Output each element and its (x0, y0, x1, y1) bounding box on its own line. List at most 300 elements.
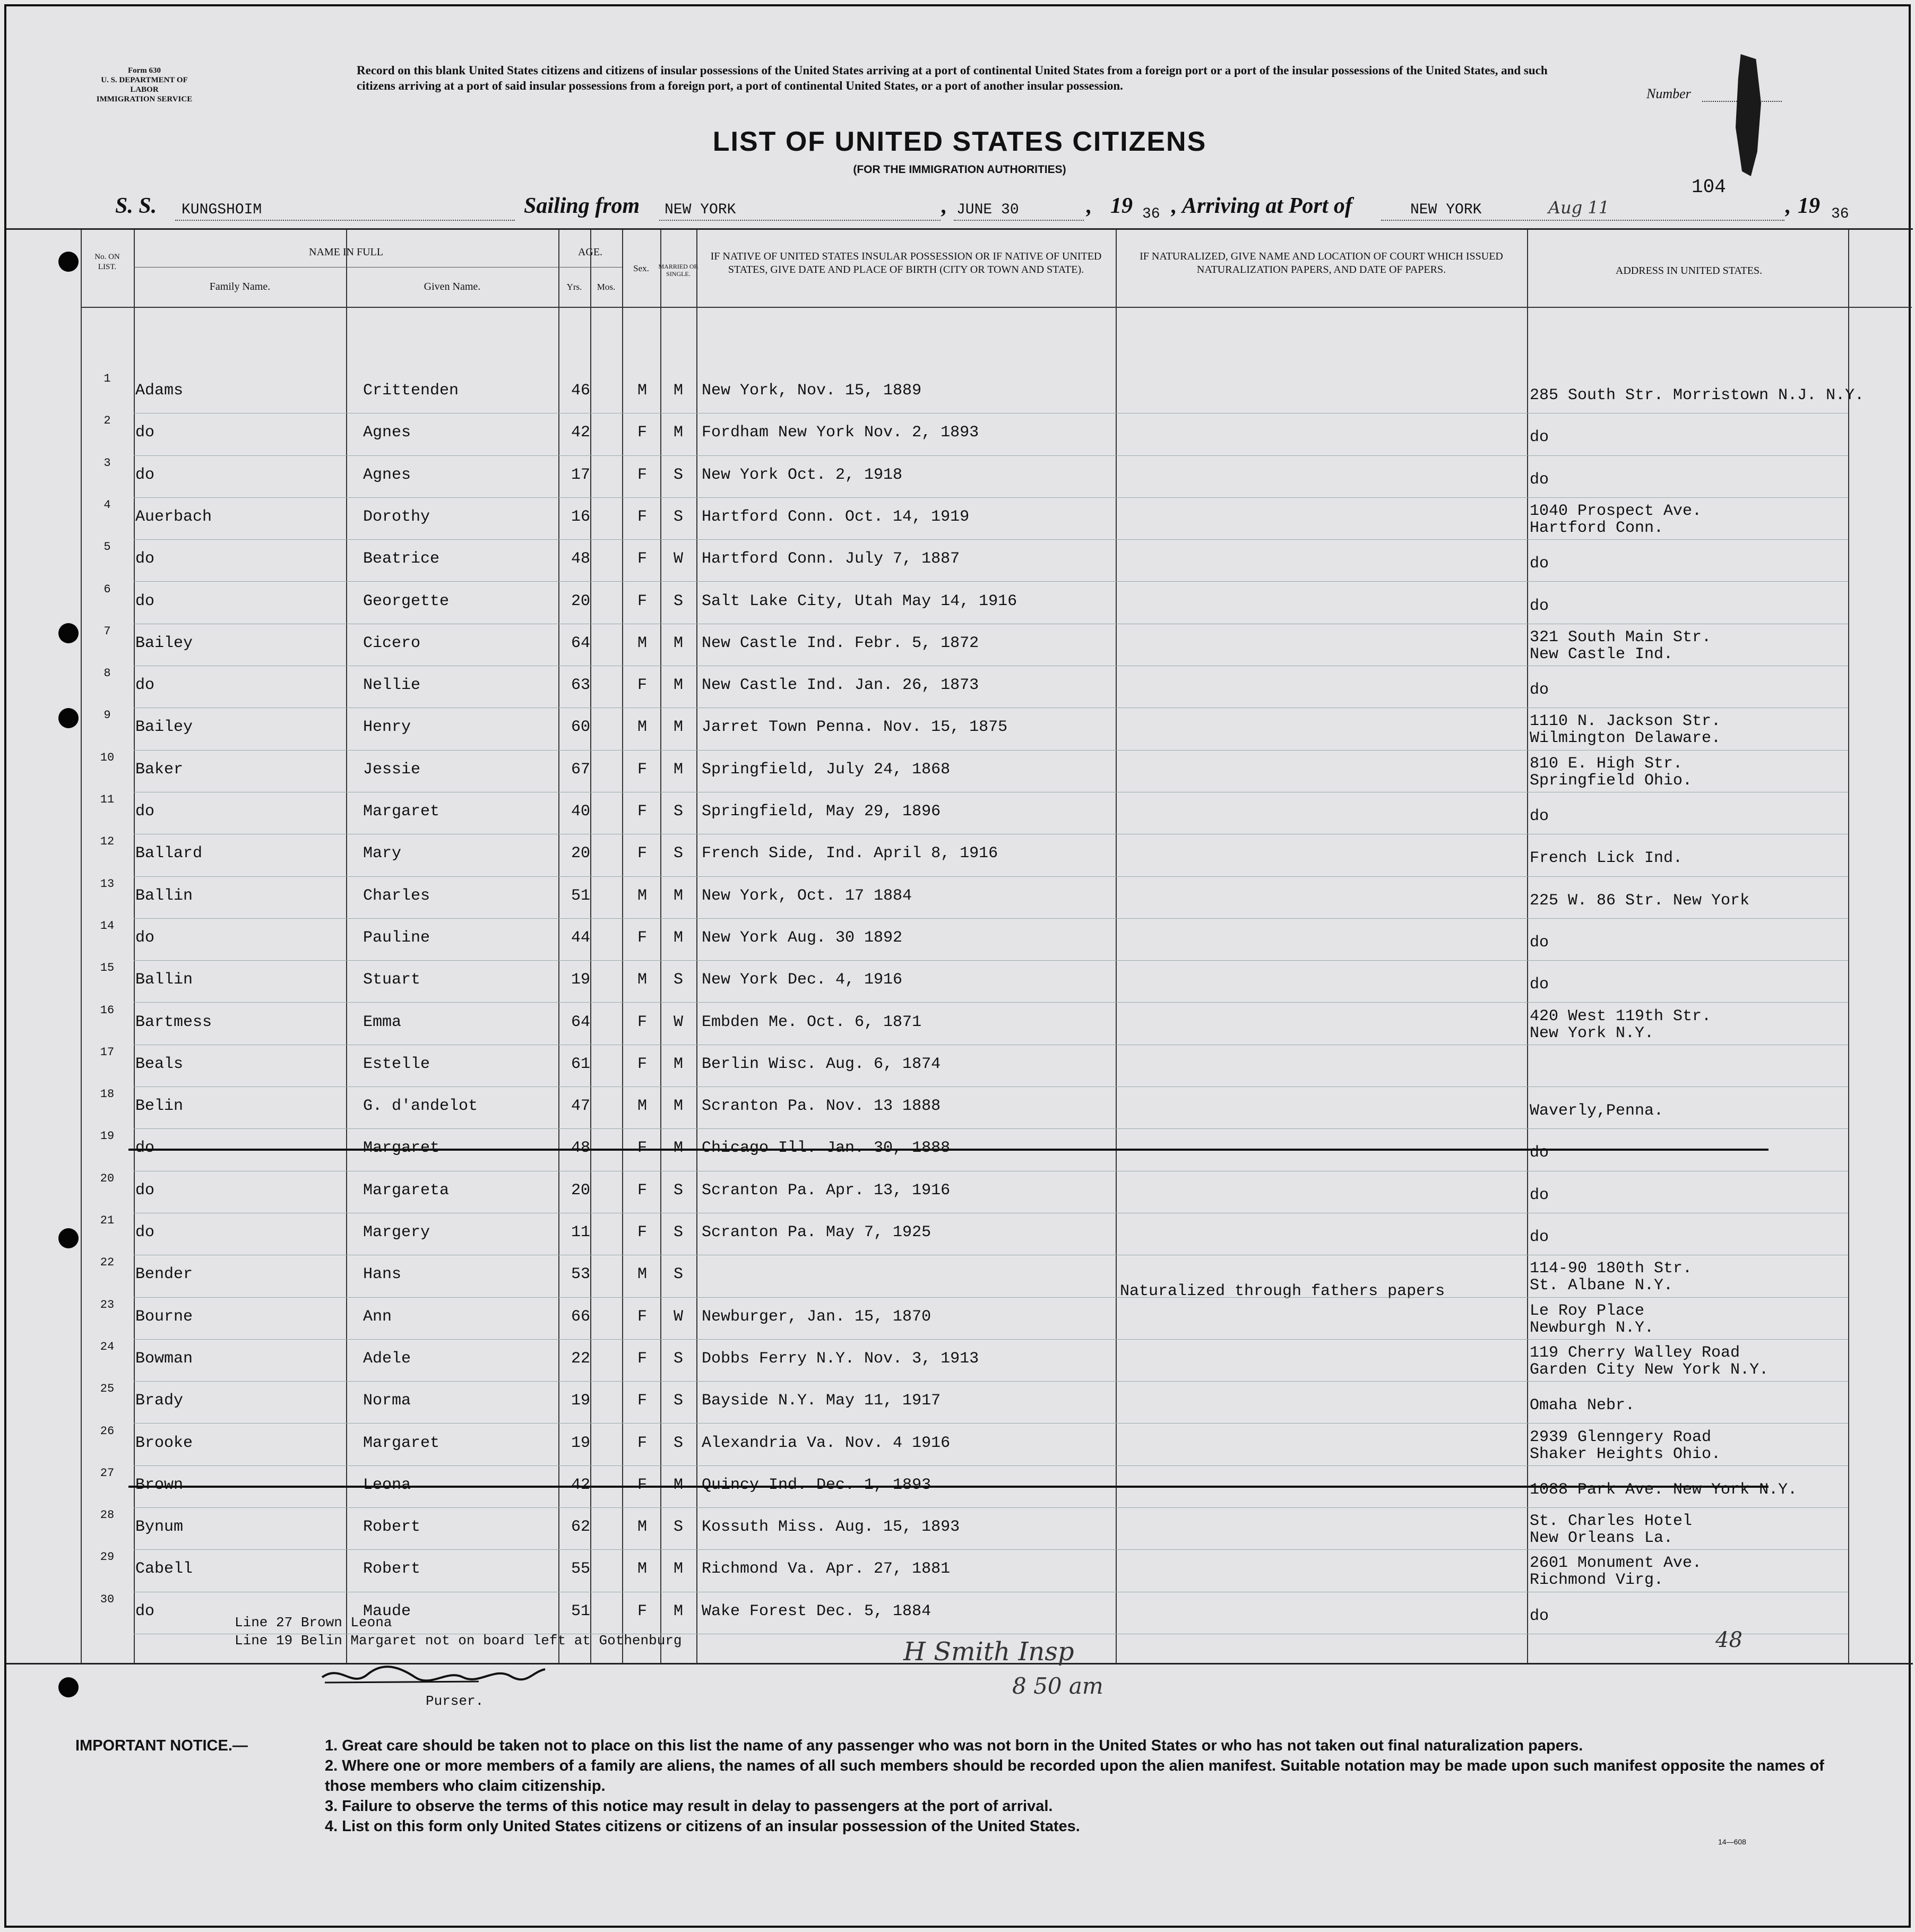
age: 11 (571, 1223, 590, 1241)
address (1530, 850, 1683, 867)
given-name: Estelle (363, 1055, 430, 1073)
given-name: Charles (363, 886, 430, 905)
birth-place: New York Aug. 30 1892 (702, 928, 903, 947)
sex: M (637, 718, 647, 737)
sex: M (637, 1560, 647, 1579)
table-row (6, 1382, 1913, 1424)
birth-place: Salt Lake City, Utah May 14, 1916 (702, 592, 1017, 610)
ship-name: KUNGSHOIM (182, 202, 262, 218)
table-row (6, 1467, 1913, 1508)
notice-item-3: 3. Failure to observe the terms of this notice may result in delay to passengers at the port of arrival. (325, 1798, 1053, 1815)
birth-place: Embden Me. Oct. 6, 1871 (702, 1013, 922, 1031)
table-row (6, 540, 1913, 582)
birth-place: Springfield, July 24, 1868 (702, 760, 951, 779)
age: 67 (571, 760, 590, 779)
given-name: Maude (363, 1602, 411, 1620)
address (1530, 503, 1702, 537)
address-line-2: New Castle Ind. (1530, 645, 1674, 663)
address-line-2: New Orleans La. (1530, 1529, 1674, 1548)
marital-status: M (673, 1139, 683, 1158)
address (1530, 713, 1721, 747)
age: 42 (571, 1476, 590, 1494)
row-number: 20 (100, 1171, 115, 1185)
table-row (6, 1425, 1913, 1467)
family-name: do (135, 1181, 155, 1200)
department: U. S. DEPARTMENT OF LABOR (101, 76, 188, 94)
given-name: Cicero (363, 634, 421, 652)
family-name: do (135, 803, 155, 821)
given-name: Emma (363, 1013, 402, 1031)
table-row (6, 1129, 1913, 1171)
address (1530, 1429, 1721, 1463)
address-line-1: do (1530, 597, 1549, 615)
birth-place: New Castle Ind. Jan. 26, 1873 (702, 676, 979, 695)
row-number: 27 (100, 1466, 115, 1480)
marital-status: W (673, 1013, 683, 1031)
family-name: Bailey (135, 634, 193, 652)
marital-status: M (673, 1476, 683, 1494)
arrival-date: Aug 11 (1548, 197, 1610, 218)
age: 51 (571, 1602, 590, 1620)
address-line-2: Garden City New York N.Y. (1530, 1360, 1769, 1379)
arriving-label: Arriving at Port of (1182, 194, 1352, 218)
family-name: do (135, 465, 155, 484)
given-name: Leona (363, 1476, 411, 1494)
sex: F (637, 1476, 647, 1494)
row-number: 5 (103, 540, 111, 554)
marital-status: M (673, 928, 683, 947)
age: 66 (571, 1307, 590, 1326)
address-line-1: do (1530, 976, 1549, 994)
sex: F (637, 1139, 647, 1158)
sex: F (637, 803, 647, 821)
birth-place: Scranton Pa. May 7, 1925 (702, 1223, 931, 1241)
address (1530, 1397, 1635, 1414)
marital-status: S (673, 465, 683, 484)
sex: F (637, 1181, 647, 1200)
age: 53 (571, 1265, 590, 1284)
address-line-1: St. Charles Hotel (1530, 1512, 1693, 1531)
record-instructions: Record on this blank United States citizens and citizens of insular possessions of the United States arriving at a port of continental United States from a foreign port or a port of the insular possessions of the United States, and such citizens arriving at a port of said insular possessions from a foreign port, a port of continental United States, or a port of another insular possession. (357, 64, 1548, 92)
address (1530, 1303, 1654, 1336)
given-name: Pauline (363, 928, 430, 947)
family-name: Ballard (135, 844, 203, 863)
table-row (6, 1508, 1913, 1550)
age: 61 (571, 1055, 590, 1073)
address-line-1: 114-90 180th Str. (1530, 1260, 1693, 1278)
sailing-from: NEW YORK (665, 202, 736, 218)
address (1530, 934, 1549, 951)
marital-status: S (673, 1434, 683, 1452)
sex: F (637, 928, 647, 947)
family-name: Adams (135, 382, 184, 400)
row-rule (134, 1002, 1848, 1003)
row-number: 3 (103, 456, 111, 470)
family-name: Ballin (135, 886, 193, 905)
age: 20 (571, 844, 590, 863)
marital-status: S (673, 1265, 683, 1284)
sex: F (637, 465, 647, 484)
address-line-1: 285 South Str. Morristown N.J. N.Y. (1530, 386, 1865, 404)
family-name: do (135, 1139, 155, 1158)
sex: M (637, 1097, 647, 1116)
ss-label: S. S. (115, 194, 157, 218)
row-number: 17 (100, 1045, 115, 1059)
marital-status: S (673, 1181, 683, 1200)
family-name: do (135, 424, 155, 442)
sex: F (637, 507, 647, 526)
birth-place: Wake Forest Dec. 5, 1884 (702, 1602, 931, 1620)
row-number: 29 (100, 1550, 115, 1564)
table-row (6, 1172, 1913, 1214)
marital-status: W (673, 1307, 683, 1326)
row-number: 22 (100, 1256, 115, 1270)
row-number: 26 (100, 1424, 115, 1438)
age: 63 (571, 676, 590, 695)
given-name: Robert (363, 1518, 421, 1537)
birth-place: New York, Nov. 15, 1889 (702, 382, 922, 400)
table-row (6, 961, 1913, 1003)
table-row (6, 372, 1913, 414)
marital-status: M (673, 1055, 683, 1073)
marital-status: M (673, 424, 683, 442)
inspection-time: 8 50 am (1012, 1673, 1103, 1699)
notice-item-2: 2. Where one or more members of a family are aliens, the names of all such members should be recorded upon the alien manifest. Suitable notation may be made upon such manifest opposite the names of those members who claim citizenship. (325, 1757, 1824, 1795)
notice-item-4: 4. List on this form only United States citizens or citizens of an insular possession of the United States. (325, 1818, 1080, 1835)
address (1530, 1481, 1797, 1498)
birth-place: Kossuth Miss. Aug. 15, 1893 (702, 1518, 960, 1537)
sex: M (637, 634, 647, 652)
address-line-1: 2939 Glenngery Road (1530, 1428, 1712, 1446)
address-line-1: 1110 N. Jackson Str. (1530, 712, 1721, 731)
marital-status: W (673, 550, 683, 568)
notice-heading: IMPORTANT NOTICE.— (75, 1737, 248, 1754)
sex: F (637, 1392, 647, 1410)
row-rule (134, 1339, 1848, 1340)
marital-status: S (673, 1349, 683, 1368)
birth-place: New York Dec. 4, 1916 (702, 971, 903, 989)
year-suffix: 36 (1142, 206, 1160, 222)
row-rule (134, 1507, 1848, 1508)
address-line-1: do (1530, 681, 1549, 700)
family-name: Baker (135, 760, 184, 779)
birth-place: Hartford Conn. July 7, 1887 (702, 550, 960, 568)
table-row (6, 1088, 1913, 1129)
family-name: Brown (135, 1476, 184, 1494)
marital-status: S (673, 1223, 683, 1241)
header-no: No. ON LIST. (94, 253, 120, 271)
address-line-2: Hartford Conn. (1530, 519, 1664, 537)
address-line-1: Waverly,Penna. (1530, 1102, 1664, 1120)
marital-status: M (673, 1602, 683, 1620)
row-rule (134, 1128, 1848, 1129)
sex: M (637, 886, 647, 905)
given-name: Beatrice (363, 550, 440, 568)
family-name: Cabell (135, 1560, 193, 1579)
address-line-1: Le Roy Place (1530, 1301, 1645, 1320)
marital-status: M (673, 886, 683, 905)
family-name: Beals (135, 1055, 184, 1073)
address-line-2: Wilmington Delaware. (1530, 729, 1721, 748)
row-number: 10 (100, 751, 115, 764)
given-name: Crittenden (363, 382, 459, 400)
address-line-1: 810 E. High Str. (1530, 754, 1683, 773)
note-line-19: Line 19 Belin Margaret not on board left at Gothenburg (235, 1633, 682, 1649)
table-row (6, 1550, 1913, 1592)
marital-status: M (673, 676, 683, 695)
family-name: Bailey (135, 718, 193, 737)
row-number: 12 (100, 835, 115, 849)
age: 60 (571, 718, 590, 737)
age: 19 (571, 971, 590, 989)
table-row (6, 877, 1913, 919)
birth-place: Fordham New York Nov. 2, 1893 (702, 424, 979, 442)
birth-place: New Castle Ind. Febr. 5, 1872 (702, 634, 979, 652)
number-label: Number (1646, 86, 1691, 101)
row-number: 21 (100, 1214, 115, 1227)
age: 19 (571, 1434, 590, 1452)
form-number: Form 630 (127, 66, 161, 75)
table-row (6, 709, 1913, 751)
header-age: AGE. (577, 246, 603, 258)
age: 51 (571, 886, 590, 905)
row-number: 24 (100, 1340, 115, 1353)
address-line-1: do (1530, 1228, 1549, 1246)
given-name: Robert (363, 1560, 421, 1579)
header-family-name: Family Name. (209, 281, 271, 292)
marital-status: S (673, 1392, 683, 1410)
row-number: 11 (100, 793, 115, 806)
row-rule (134, 581, 1848, 582)
table-row (6, 1340, 1913, 1382)
sex: F (637, 1223, 647, 1241)
sex: F (637, 760, 647, 779)
row-number: 19 (100, 1129, 115, 1143)
row-rule (134, 455, 1848, 456)
row-rule (134, 876, 1848, 877)
address-line-1: 1088 Park Ave. New York N.Y. (1530, 1480, 1798, 1499)
marital-status: M (673, 382, 683, 400)
address (1530, 1144, 1549, 1161)
table-row (6, 498, 1913, 540)
address (1530, 555, 1549, 572)
sex: F (637, 592, 647, 610)
birth-place: Scranton Pa. Apr. 13, 1916 (702, 1181, 951, 1200)
form-identifier (86, 66, 203, 104)
age: 44 (571, 928, 590, 947)
row-number: 4 (103, 498, 111, 512)
header-given-name: Given Name. (424, 281, 481, 292)
row-number: 16 (100, 1003, 115, 1017)
purser-signature (320, 1661, 548, 1688)
address (1530, 892, 1749, 909)
header-name-in-full: NAME IN FULL (309, 246, 383, 258)
address-line-1: French Lick Ind. (1530, 849, 1683, 868)
year-prefix: 19 (1110, 194, 1133, 218)
given-name: Jessie (363, 760, 421, 779)
sailing-date: JUNE 30 (956, 202, 1019, 218)
age: 47 (571, 1097, 590, 1116)
table-row (6, 667, 1913, 709)
marital-status: S (673, 592, 683, 610)
address (1530, 629, 1711, 663)
address (1530, 598, 1549, 615)
header-address: ADDRESS IN UNITED STATES. (1615, 265, 1763, 277)
marital-status: M (673, 718, 683, 737)
marital-status: S (673, 971, 683, 989)
address-line-1: do (1530, 1186, 1549, 1204)
given-name: G. d'andelot (363, 1097, 478, 1116)
row-number: 18 (100, 1088, 115, 1101)
row-rule (134, 1549, 1848, 1550)
age: 40 (571, 803, 590, 821)
sex: F (637, 676, 647, 695)
family-name: do (135, 592, 155, 610)
given-name: Norma (363, 1392, 411, 1410)
address-line-2: Richmond Virg. (1530, 1571, 1664, 1590)
address (1530, 976, 1549, 993)
table-row (6, 1298, 1913, 1340)
age: 48 (571, 1139, 590, 1158)
marital-status: M (673, 634, 683, 652)
address-line-1: 1040 Prospect Ave. (1530, 502, 1702, 520)
family-name: do (135, 1223, 155, 1241)
row-number: 8 (103, 667, 111, 680)
family-name: Bynum (135, 1518, 184, 1537)
row-number: 14 (100, 919, 115, 933)
given-name: Mary (363, 844, 402, 863)
address (1530, 471, 1549, 488)
header-married: MARRIED OR SINGLE. (658, 263, 698, 278)
family-name: do (135, 550, 155, 568)
row-number: 28 (100, 1508, 115, 1522)
family-name: Brooke (135, 1434, 193, 1452)
note-line-27: Line 27 Brown Leona (235, 1615, 392, 1631)
age: 16 (571, 507, 590, 526)
sex: M (637, 1518, 647, 1537)
row-number: 2 (103, 414, 111, 428)
address-line-2: St. Albane N.Y. (1530, 1276, 1674, 1295)
table-row (6, 835, 1913, 877)
table-row (6, 919, 1913, 961)
sex: M (637, 382, 647, 400)
birth-place: Jarret Town Penna. Nov. 15, 1875 (702, 718, 1008, 737)
sex: F (637, 1013, 647, 1031)
family-name: do (135, 676, 155, 695)
address-line-2: Newburgh N.Y. (1530, 1318, 1654, 1337)
row-rule (134, 539, 1848, 540)
given-name: Dorothy (363, 507, 430, 526)
punch-hole (58, 1677, 79, 1697)
given-name: Margaret (363, 1434, 440, 1452)
sex: F (637, 1349, 647, 1368)
family-name: Brady (135, 1392, 184, 1410)
address (1530, 1555, 1702, 1589)
tally: 48 (1715, 1628, 1743, 1652)
age: 48 (571, 550, 590, 568)
address (1530, 1513, 1692, 1547)
age: 64 (571, 634, 590, 652)
address-line-1: do (1530, 470, 1549, 489)
table-row (6, 625, 1913, 667)
service: IMMIGRATION SERVICE (96, 95, 193, 104)
row-rule (134, 1086, 1848, 1087)
strike-through-line (128, 1149, 1769, 1151)
address (1530, 1102, 1663, 1119)
age: 17 (571, 465, 590, 484)
address-line-2: Shaker Heights Ohio. (1530, 1445, 1721, 1463)
address-line-2: Springfield Ohio. (1530, 771, 1693, 790)
header-mos: Mos. (597, 282, 616, 292)
notice-item-1: 1. Great care should be taken not to place on this list the name of any passenger who was not born in the United States or who has not taken out final naturalization papers. (325, 1737, 1583, 1754)
given-name: Agnes (363, 465, 411, 484)
sex: F (637, 1434, 647, 1452)
given-name: Georgette (363, 592, 450, 610)
birth-place: New York, Oct. 17 1884 (702, 886, 912, 905)
sex: F (637, 550, 647, 568)
address (1530, 1229, 1549, 1246)
sex: F (637, 1307, 647, 1326)
address (1530, 1008, 1711, 1042)
address (1530, 1608, 1549, 1625)
age: 55 (571, 1560, 590, 1579)
family-name: do (135, 928, 155, 947)
address (1530, 808, 1549, 825)
table-row (6, 456, 1913, 498)
page-subtitle: (FOR THE IMMIGRATION AUTHORITIES) (853, 163, 1066, 176)
family-name: Bender (135, 1265, 193, 1284)
family-name: Bourne (135, 1307, 193, 1326)
given-name: Ann (363, 1307, 392, 1326)
address-line-1: do (1530, 933, 1549, 952)
row-number: 1 (103, 372, 111, 385)
passenger-table (6, 228, 1913, 1668)
birth-place: Scranton Pa. Nov. 13 1888 (702, 1097, 941, 1116)
birth-place: Richmond Va. Apr. 27, 1881 (702, 1560, 951, 1579)
address-line-1: do (1530, 1607, 1549, 1625)
address (1530, 682, 1549, 698)
address-line-1: 321 South Main Str. (1530, 628, 1712, 646)
given-name: Agnes (363, 424, 411, 442)
birth-place: Springfield, May 29, 1896 (702, 803, 941, 821)
important-notice (75, 1736, 1827, 1836)
family-name: Auerbach (135, 507, 212, 526)
given-name: Henry (363, 718, 411, 737)
stamp-mark (1736, 54, 1761, 176)
birth-place: Alexandria Va. Nov. 4 1916 (702, 1434, 951, 1452)
given-name: Adele (363, 1349, 411, 1368)
given-name: Stuart (363, 971, 421, 989)
age: 62 (571, 1518, 590, 1537)
address-line-1: 420 West 119th Str. (1530, 1007, 1712, 1025)
table-row (6, 1046, 1913, 1088)
row-number: 9 (103, 709, 111, 722)
age: 46 (571, 382, 590, 400)
family-name: Ballin (135, 971, 193, 989)
birth-place: Dobbs Ferry N.Y. Nov. 3, 1913 (702, 1349, 979, 1368)
marital-status: M (673, 1097, 683, 1116)
marital-status: S (673, 844, 683, 863)
table-row (6, 793, 1913, 835)
address (1530, 1187, 1549, 1204)
row-number: 30 (100, 1592, 115, 1606)
table-row (6, 583, 1913, 625)
table-row (6, 1004, 1913, 1046)
row-rule (134, 1297, 1848, 1298)
row-rule (134, 750, 1848, 751)
birth-place: Hartford Conn. Oct. 14, 1919 (702, 507, 970, 526)
page-number: 104 (1692, 176, 1726, 198)
